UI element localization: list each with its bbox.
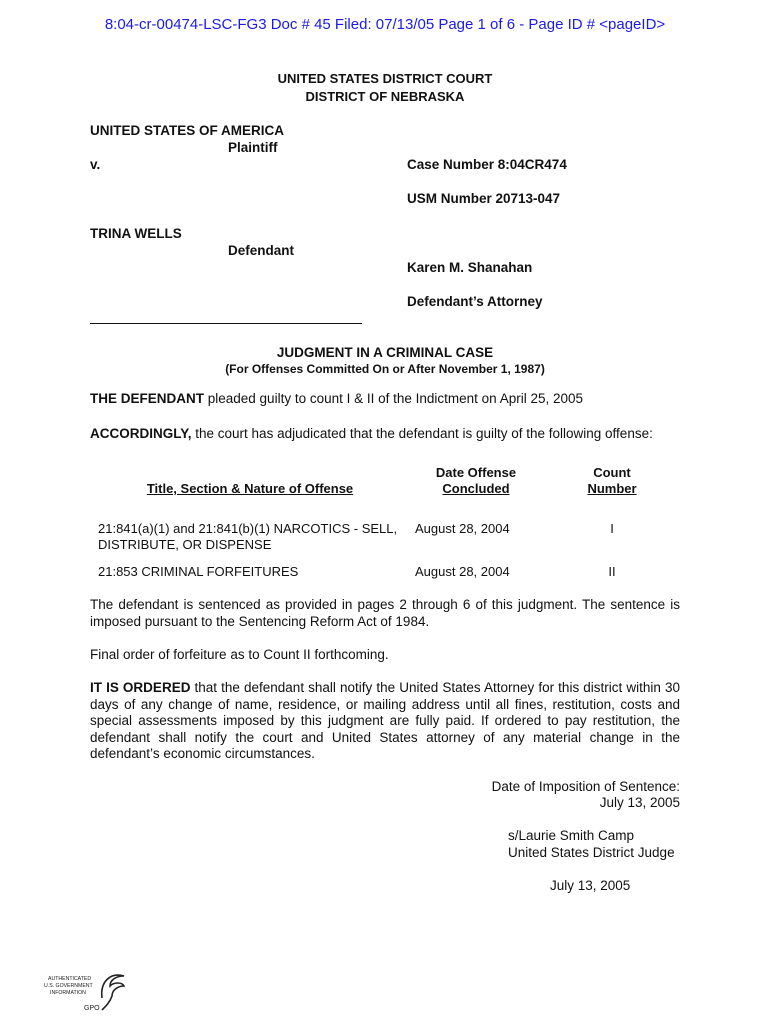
header-title-section: Title, Section & Nature of Offense: [146, 481, 354, 496]
plaintiff-role: Plaintiff: [228, 140, 278, 155]
attorney-name: Karen M. Shanahan: [407, 260, 533, 275]
defendant-name: TRINA WELLS: [90, 226, 182, 241]
forfeiture-paragraph: Final order of forfeiture as to Count II forthcoming.: [90, 647, 389, 662]
judge-signature: s/Laurie Smith Camp: [508, 828, 635, 843]
judgment-subtitle: (For Offenses Committed On or After November 1, 1987): [225, 362, 545, 376]
gpo-authenticated-logo: [40, 968, 132, 1014]
logo-mark: GPO: [84, 1005, 100, 1012]
header-date-line1: Date Offense: [435, 465, 517, 480]
eagle-icon: [102, 975, 124, 1010]
defendant-role: Defendant: [228, 243, 295, 258]
order-paragraph: [90, 680, 680, 763]
versus: v.: [90, 157, 101, 172]
table-row-1-date: August 28, 2004: [415, 521, 510, 536]
imposition-date: July 13, 2005: [599, 795, 680, 810]
adjudication-text: the court has adjudicated that the defendant is guilty of the following offense:: [191, 426, 653, 441]
docket-header: 8:04-cr-00474-LSC-FG3 Doc # 45 Filed: 07/13/05 Page 1 of 6 - Page ID # <pageID>: [104, 16, 666, 33]
plea-lead: THE DEFENDANT: [90, 391, 204, 406]
table-row-2-date: August 28, 2004: [415, 564, 510, 579]
logo-line1: AUTHENTICATED: [48, 976, 92, 982]
table-row-2-count: II: [608, 564, 616, 579]
sentence-paragraph: The defendant is sentenced as provided in pages 2 through 6 of this judgment. The sentence is imposed pursuant to the Sentencing Reform Act of 1984.: [90, 597, 680, 629]
header-count-line1: Count: [593, 465, 631, 480]
header-date-line2: Concluded: [442, 481, 510, 496]
plea-statement: [90, 391, 583, 406]
imposition-label: Date of Imposition of Sentence:: [491, 779, 680, 794]
logo-line3: INFORMATION: [50, 990, 86, 996]
attorney-role: Defendant’s Attorney: [407, 294, 543, 309]
order-text: that the defendant shall notify the United States Attorney for this district within 30 days of any change of name, residence, or mailing address until all fines, restitution, costs and special assessments imposed by this judgment are fully paid. If ordered to pay restitution, the defendant shall notify the court and United States attorney of any material change in the defendant’s economic circumstances.: [90, 680, 680, 761]
table-row-1-count: I: [610, 521, 614, 536]
logo-line2: U.S. GOVERNMENT: [44, 983, 93, 989]
signature-date: July 13, 2005: [550, 878, 631, 893]
court-name: UNITED STATES DISTRICT COURT: [277, 71, 493, 86]
adjudication-lead: ACCORDINGLY,: [90, 426, 192, 441]
court-district: DISTRICT OF NEBRASKA: [305, 89, 465, 104]
case-number: Case Number 8:04CR474: [407, 157, 567, 172]
plaintiff-name: UNITED STATES OF AMERICA: [90, 123, 284, 138]
table-row-2-offense: 21:853 CRIMINAL FORFEITURES: [98, 564, 299, 579]
adjudication-statement: [90, 426, 653, 441]
table-row-1-offense: 21:841(a)(1) and 21:841(b)(1) NARCOTICS - SELL, DISTRIBUTE, OR DISPENSE: [98, 521, 398, 552]
caption-divider: [90, 323, 362, 324]
order-lead: IT IS ORDERED: [90, 680, 191, 695]
judge-title: United States District Judge: [508, 845, 675, 860]
usm-number: USM Number 20713-047: [407, 191, 561, 206]
header-count-line2: Number: [587, 481, 637, 496]
plea-text: pleaded guilty to count I & II of the Indictment on April 25, 2005: [204, 391, 583, 406]
judgment-title: JUDGMENT IN A CRIMINAL CASE: [276, 345, 494, 360]
